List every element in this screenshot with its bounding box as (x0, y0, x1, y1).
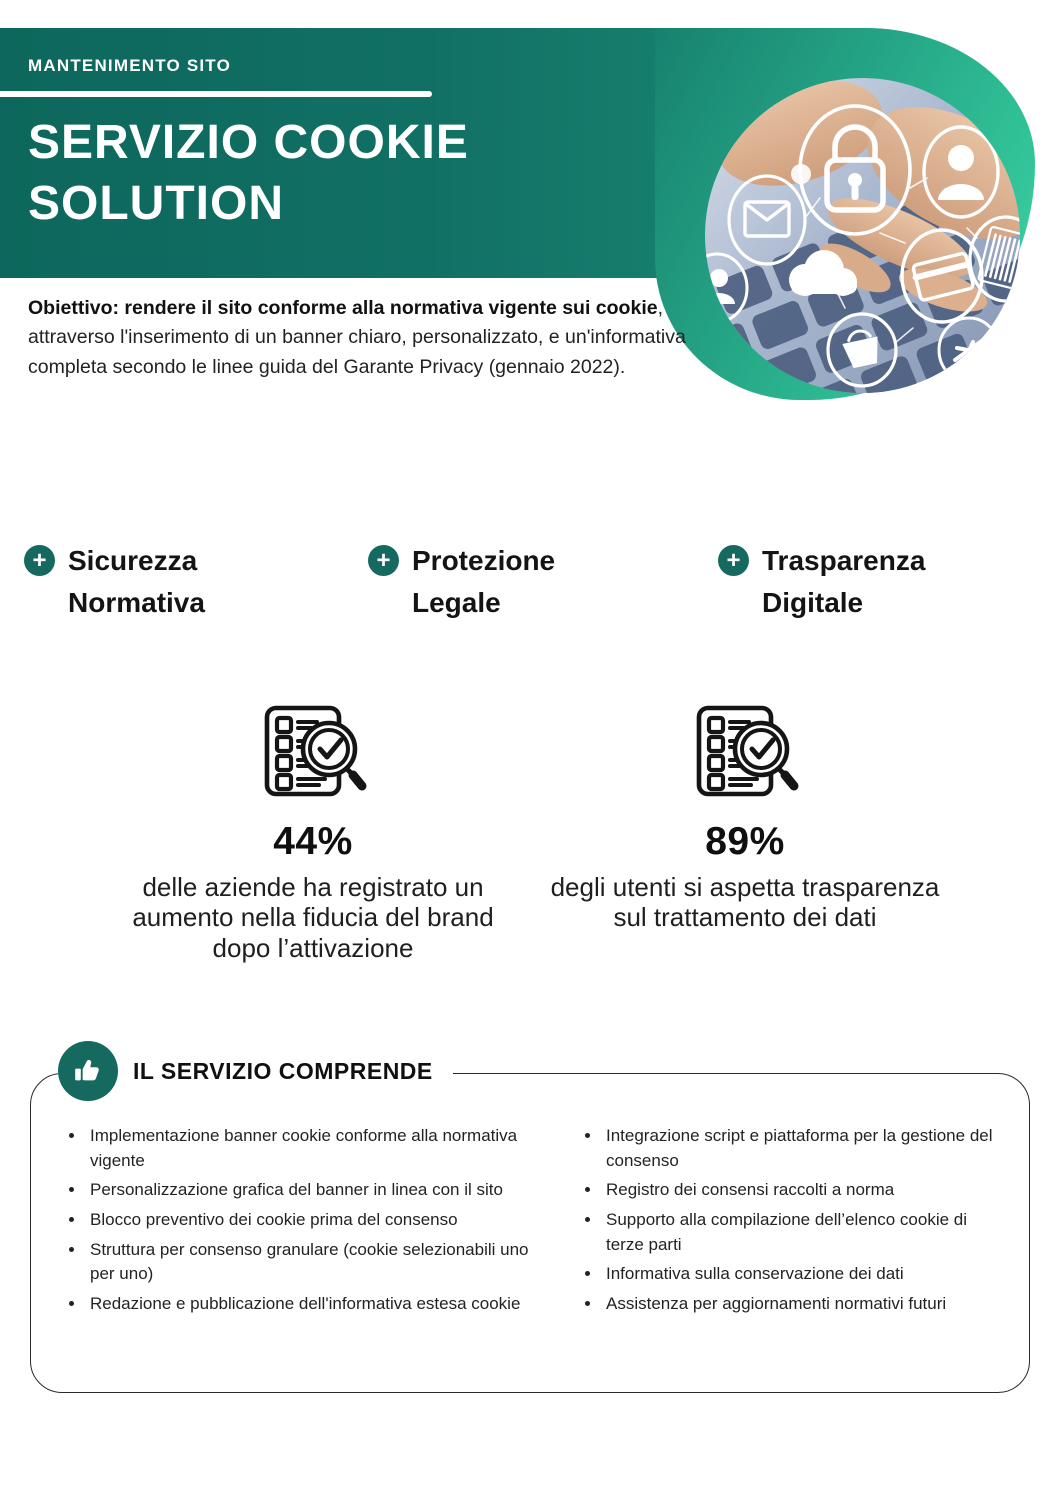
service-list-item: • Informativa sulla conservazione dei dati (602, 1262, 1002, 1287)
checklist-magnifier-icon (257, 703, 369, 806)
service-list-item: • Assistenza per aggiornamenti normativi futuri (602, 1292, 1002, 1317)
stat-value: 89% (705, 820, 785, 863)
stat-value: 44% (273, 820, 353, 863)
feature-sicurezza-normativa (24, 540, 324, 624)
stat-description: degli utenti si aspetta trasparenza sul trattamento dei dati (550, 872, 940, 933)
header-divider (0, 91, 432, 97)
feature-trasparenza-digitale (718, 540, 1018, 624)
plus-icon: + (368, 545, 399, 576)
plus-icon: + (718, 545, 749, 576)
service-list-item: • Struttura per consenso granulare (cookie selezionabili uno per uno) (86, 1238, 538, 1287)
checklist-magnifier-icon (689, 703, 801, 806)
service-list-item: • Registro dei consensi raccolti a norma (602, 1178, 1002, 1203)
page-title: SERVIZIO COOKIE SOLUTION (28, 116, 469, 231)
service-list-item: • Blocco preventivo dei cookie prima del consenso (86, 1208, 538, 1233)
services-header (58, 1038, 453, 1104)
hero-photo-illustration (705, 78, 1020, 393)
plus-icon: + (24, 545, 55, 576)
feature-protezione-legale (368, 540, 668, 624)
intro-paragraph (28, 294, 723, 382)
stat-transparency (550, 703, 940, 933)
stat-brand-trust (118, 703, 508, 963)
eyebrow-label: MANTENIMENTO SITO (28, 56, 232, 75)
service-list-item: • Redazione e pubblicazione dell'informativa estesa cookie (86, 1292, 538, 1317)
services-list-left (66, 1124, 538, 1321)
service-list-item: • Implementazione banner cookie conforme alla normativa vigente (86, 1124, 538, 1173)
service-list-item: • Integrazione script e piattaforma per la gestione del consenso (602, 1124, 1002, 1173)
intro-rest: , attraverso l'inserimento di un banner chiaro, personalizzato, e un'informativa completa secondo le linee guida del Garante Privacy (gennaio 2022). (28, 297, 686, 378)
service-list-item: • Supporto alla compilazione dell’elenco cookie di terze parti (602, 1208, 1002, 1257)
intro-bold: Obiettivo: rendere il sito conforme alla normativa vigente sui cookie (28, 297, 658, 319)
services-list-right (582, 1124, 1002, 1321)
feature-label: Sicurezza Normativa (68, 545, 205, 618)
thumbs-up-icon (58, 1041, 118, 1101)
service-list-item: • Personalizzazione grafica del banner in linea con il sito (86, 1178, 538, 1203)
services-title: IL SERVIZIO COMPRENDE (133, 1057, 433, 1084)
feature-label: Trasparenza Digitale (762, 545, 926, 618)
stat-description: delle aziende ha registrato un aumento nella fiducia del brand dopo l’attivazione (132, 872, 494, 963)
hero-photo (705, 78, 1020, 393)
feature-label: Protezione Legale (412, 545, 556, 618)
